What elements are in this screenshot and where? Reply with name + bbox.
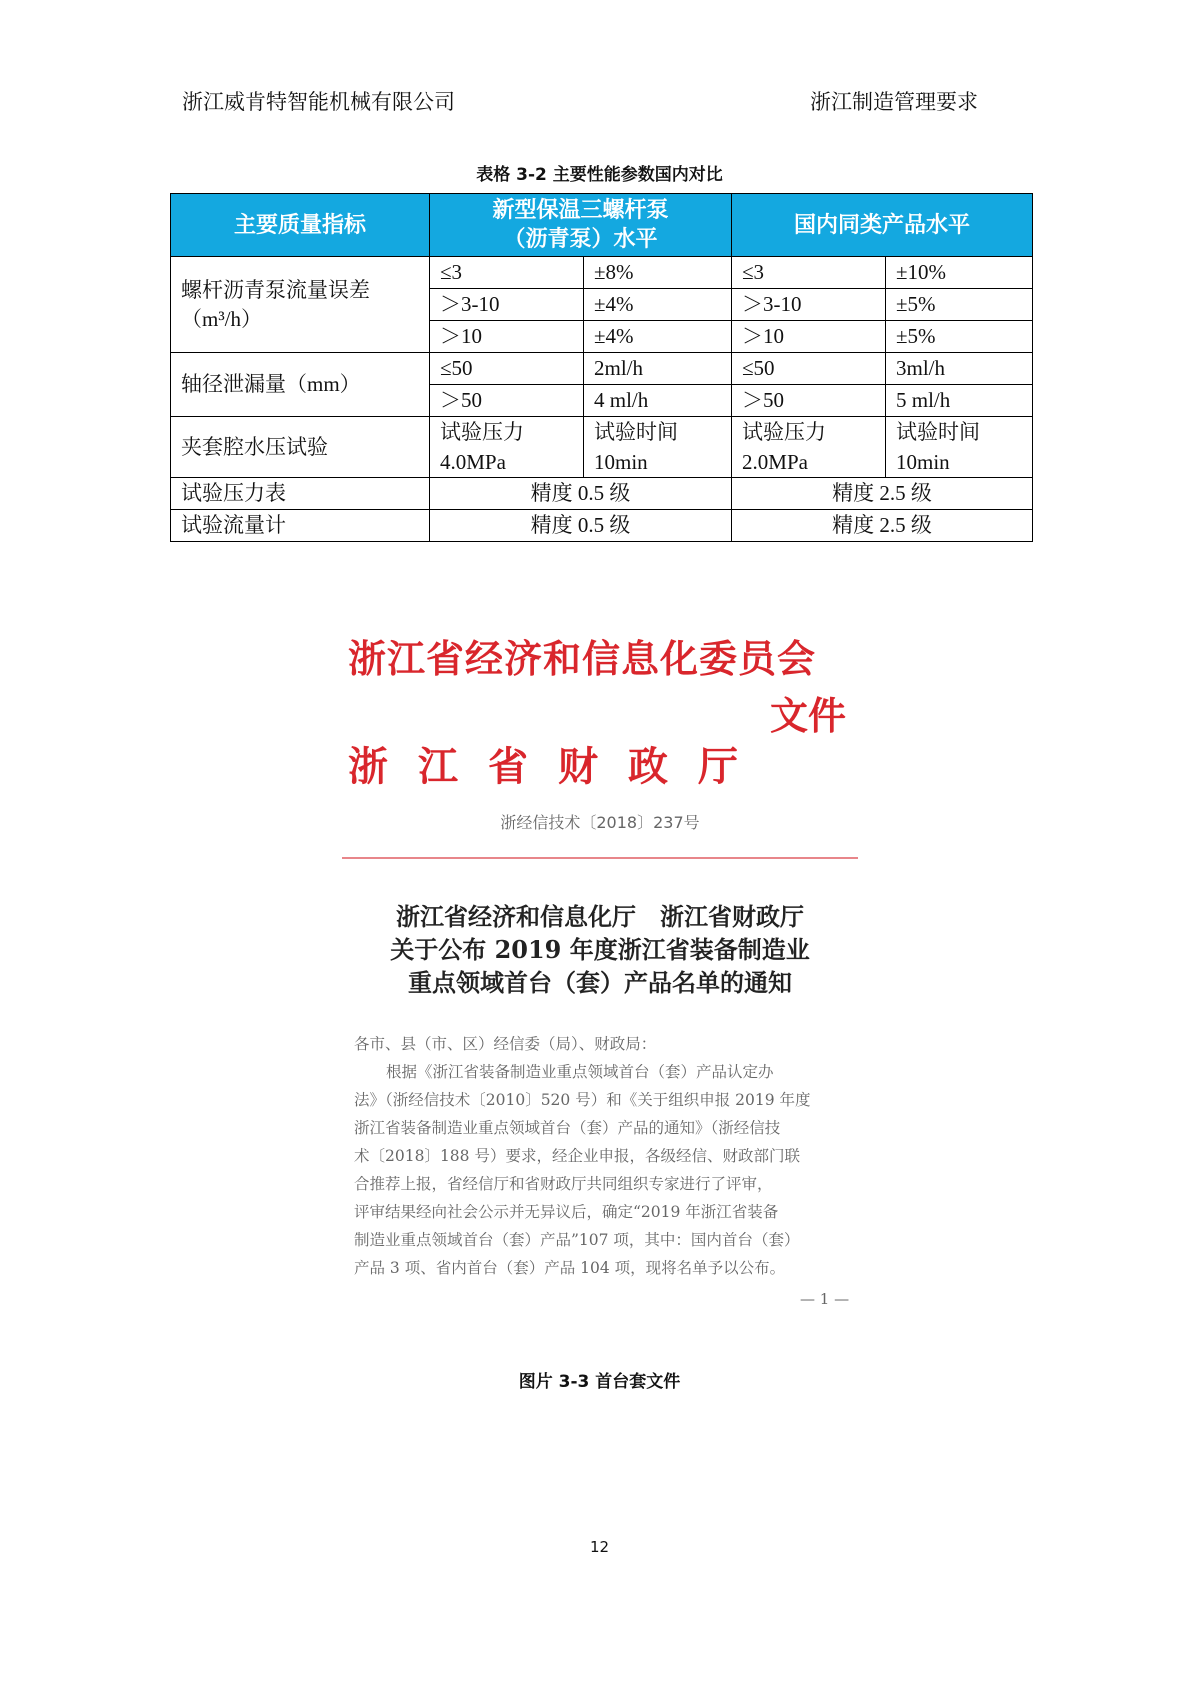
- table-cell: [732, 417, 886, 478]
- scan-red-divider: [342, 857, 858, 859]
- notice-body-line: 产品 3 项、省内首台（套）产品 104 项，现将名单予以公布。: [354, 1259, 786, 1277]
- table-row: [171, 353, 1033, 385]
- table-cell: ±10%: [886, 257, 1033, 289]
- pressure-gauge-label: 试验压力表: [171, 478, 430, 510]
- table-cell: 4 ml/h: [584, 385, 732, 417]
- table-cell: ＞3-10: [430, 289, 584, 321]
- table-cell: ±4%: [584, 289, 732, 321]
- table-row: [171, 478, 1033, 510]
- page-number: 12: [589, 1538, 610, 1556]
- cell-line: 4.0MPa: [440, 450, 506, 474]
- scan-doc-type: 文件: [770, 693, 847, 738]
- table-cell: ≤50: [430, 353, 584, 385]
- scan-notice-title: [330, 900, 870, 999]
- table-cell: 3ml/h: [886, 353, 1033, 385]
- table-cell: 精度 0.5 级: [430, 478, 732, 510]
- header-new-pump-line1: 新型保温三螺杆泵: [492, 198, 669, 223]
- flow-meter-label: 试验流量计: [171, 510, 430, 542]
- table-cell: ＞10: [430, 321, 584, 353]
- notice-title-line: 关于公布 2019 年度浙江省装备制造业: [390, 935, 810, 964]
- table-cell: 精度 0.5 级: [430, 510, 732, 542]
- scan-doc-number: 浙经信技术〔2018〕237号: [500, 813, 700, 832]
- notice-body-line: 合推荐上报，省经信厅和省财政厅共同组织专家进行了评审，: [354, 1175, 773, 1193]
- cell-line: 10min: [594, 450, 648, 474]
- flow-error-label-line2: （m³/h）: [181, 306, 262, 331]
- jacket-test-label: 夹套腔水压试验: [171, 417, 430, 478]
- table-cell: [886, 417, 1033, 478]
- leakage-label: 轴径泄漏量（mm）: [171, 353, 430, 417]
- table-row: [171, 257, 1033, 289]
- flow-error-label-line1: 螺杆沥青泵流量误差: [181, 277, 370, 302]
- performance-comparison-table: [170, 193, 1033, 542]
- notice-body-line: 术〔2018〕188 号）要求，经企业申报，各级经信、财政部门联: [354, 1147, 800, 1165]
- table-header-row: [171, 194, 1033, 257]
- table-row: [171, 510, 1033, 542]
- cell-line: 试验时间: [896, 420, 981, 444]
- table-cell: 5 ml/h: [886, 385, 1033, 417]
- header-indicator: 主要质量指标: [171, 194, 430, 257]
- notice-body-line: 根据《浙江省装备制造业重点领域首台（套）产品认定办: [386, 1063, 774, 1081]
- cell-line: 试验压力: [742, 420, 827, 444]
- document-scan-image: [330, 600, 870, 1320]
- table-cell: 精度 2.5 级: [732, 510, 1033, 542]
- table-cell: ±5%: [886, 289, 1033, 321]
- notice-title-line: 重点领域首台（套）产品名单的通知: [408, 968, 792, 997]
- table-cell: ±5%: [886, 321, 1033, 353]
- notice-body-line: 法》（浙经信技术〔2010〕520 号）和《关于组织申报 2019 年度: [354, 1091, 811, 1109]
- header-company: 浙江威肯特智能机械有限公司: [182, 90, 455, 114]
- notice-body-line: 各市、县（市、区）经信委（局）、财政局：: [354, 1035, 657, 1053]
- table-cell: ≤3: [732, 257, 886, 289]
- table-cell: [584, 417, 732, 478]
- scan-page-marker: — 1 —: [800, 1290, 850, 1308]
- header-doc-title: 浙江制造管理要求: [810, 90, 978, 114]
- cell-line: 试验时间: [594, 420, 678, 444]
- notice-body-line: 浙江省装备制造业重点领域首台（套）产品的通知》（浙经信技: [354, 1119, 781, 1137]
- table-cell: ＞50: [732, 385, 886, 417]
- notice-body-line: 评审结果经向社会公示并无异议后，确定“2019 年浙江省装备: [354, 1203, 779, 1221]
- table-caption: 表格 3-2 主要性能参数国内对比: [476, 165, 723, 185]
- notice-title-line: 浙江省经济和信息化厅 浙江省财政厅: [396, 902, 804, 931]
- table-cell: ＞3-10: [732, 289, 886, 321]
- header-new-pump-line2: （沥青泵）水平: [503, 227, 658, 252]
- scan-org-economy: 浙江省经济和信息化委员会: [348, 636, 817, 681]
- cell-line: 2.0MPa: [742, 450, 808, 474]
- table-cell: ＞50: [430, 385, 584, 417]
- figure-caption: 图片 3-3 首台套文件: [518, 1372, 681, 1392]
- table-cell: ＞10: [732, 321, 886, 353]
- table-cell: ≤50: [732, 353, 886, 385]
- table-row: [171, 417, 1033, 478]
- table-cell: 2ml/h: [584, 353, 732, 385]
- flow-error-label: [171, 257, 430, 353]
- header-new-pump: [430, 194, 732, 257]
- table-cell: ±8%: [584, 257, 732, 289]
- header-domestic: 国内同类产品水平: [732, 194, 1033, 257]
- cell-line: 试验压力: [440, 420, 524, 444]
- table-cell: ≤3: [430, 257, 584, 289]
- table-cell: [430, 417, 584, 478]
- table-cell: ±4%: [584, 321, 732, 353]
- table-cell: 精度 2.5 级: [732, 478, 1033, 510]
- scan-notice-body: [354, 1030, 854, 1282]
- cell-line: 10min: [896, 450, 950, 474]
- scan-org-finance: 浙江省财政厅: [348, 743, 768, 790]
- notice-body-line: 制造业重点领域首台（套）产品”107 项，其中：国内首台（套）: [354, 1231, 800, 1249]
